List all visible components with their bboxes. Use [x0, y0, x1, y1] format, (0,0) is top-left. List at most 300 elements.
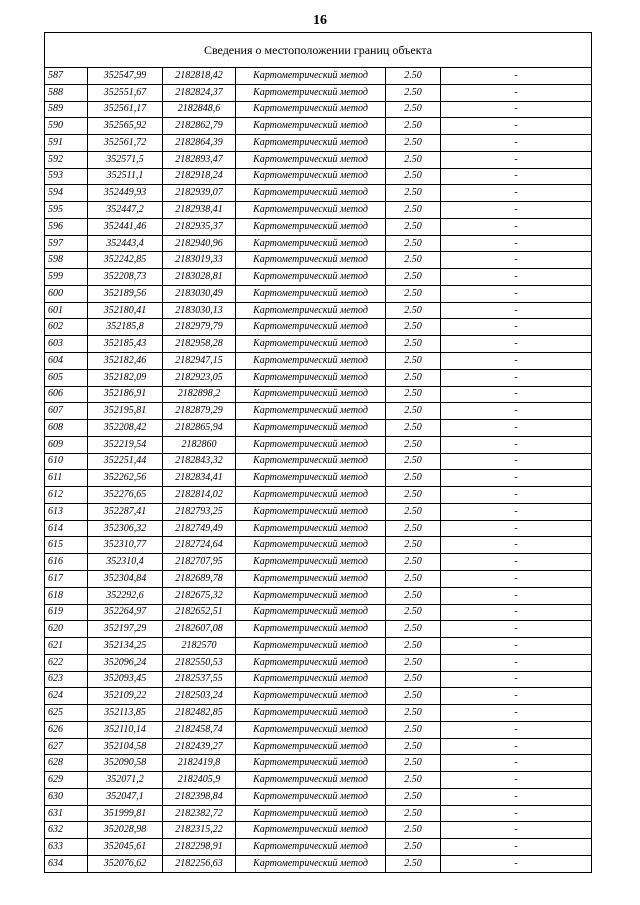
method-cell: Картометрический метод [236, 470, 386, 487]
x-coordinate-cell: 352251,44 [88, 453, 163, 470]
table-row [45, 218, 592, 235]
accuracy-cell: 2.50 [386, 218, 441, 235]
accuracy-cell: 2.50 [386, 855, 441, 872]
accuracy-cell: 2.50 [386, 235, 441, 252]
method-cell: Картометрический метод [236, 118, 386, 135]
y-coordinate-cell: 2182724,64 [163, 537, 236, 554]
y-coordinate-cell: 2182864,39 [163, 135, 236, 152]
x-coordinate-cell: 352547,99 [88, 68, 163, 85]
x-coordinate-cell: 352551,67 [88, 84, 163, 101]
accuracy-cell: 2.50 [386, 269, 441, 286]
accuracy-cell: 2.50 [386, 68, 441, 85]
y-coordinate-cell: 2182979,79 [163, 319, 236, 336]
description-cell: - [441, 604, 592, 621]
table-row [45, 151, 592, 168]
point-number-cell: 622 [45, 654, 88, 671]
x-coordinate-cell: 352447,2 [88, 202, 163, 219]
point-number-cell: 619 [45, 604, 88, 621]
description-cell: - [441, 855, 592, 872]
method-cell: Картометрический метод [236, 738, 386, 755]
x-coordinate-cell: 352113,85 [88, 705, 163, 722]
accuracy-cell: 2.50 [386, 151, 441, 168]
x-coordinate-cell: 352310,77 [88, 537, 163, 554]
description-cell: - [441, 570, 592, 587]
table-row [45, 403, 592, 420]
table-row [45, 788, 592, 805]
point-number-cell: 599 [45, 269, 88, 286]
point-number-cell: 618 [45, 587, 88, 604]
table-row [45, 369, 592, 386]
y-coordinate-cell: 2182947,15 [163, 353, 236, 370]
y-coordinate-cell: 2182923,05 [163, 369, 236, 386]
accuracy-cell: 2.50 [386, 185, 441, 202]
description-cell: - [441, 68, 592, 85]
point-number-cell: 613 [45, 503, 88, 520]
description-cell: - [441, 185, 592, 202]
description-cell: - [441, 252, 592, 269]
y-coordinate-cell: 2182749,49 [163, 520, 236, 537]
accuracy-cell: 2.50 [386, 252, 441, 269]
x-coordinate-cell: 352182,09 [88, 369, 163, 386]
method-cell: Картометрический метод [236, 503, 386, 520]
method-cell: Картометрический метод [236, 855, 386, 872]
x-coordinate-cell: 352134,25 [88, 638, 163, 655]
description-cell: - [441, 470, 592, 487]
x-coordinate-cell: 352186,91 [88, 386, 163, 403]
y-coordinate-cell: 2182834,41 [163, 470, 236, 487]
table-row [45, 537, 592, 554]
description-cell: - [441, 168, 592, 185]
description-cell: - [441, 386, 592, 403]
accuracy-cell: 2.50 [386, 772, 441, 789]
y-coordinate-cell: 2182675,32 [163, 587, 236, 604]
point-number-cell: 611 [45, 470, 88, 487]
accuracy-cell: 2.50 [386, 587, 441, 604]
point-number-cell: 624 [45, 688, 88, 705]
method-cell: Картометрический метод [236, 755, 386, 772]
method-cell: Картометрический метод [236, 688, 386, 705]
y-coordinate-cell: 2182439,27 [163, 738, 236, 755]
accuracy-cell: 2.50 [386, 738, 441, 755]
method-cell: Картометрический метод [236, 604, 386, 621]
method-cell: Картометрический метод [236, 369, 386, 386]
y-coordinate-cell: 2182958,28 [163, 336, 236, 353]
point-number-cell: 627 [45, 738, 88, 755]
x-coordinate-cell: 352104,58 [88, 738, 163, 755]
table-row [45, 453, 592, 470]
point-number-cell: 593 [45, 168, 88, 185]
accuracy-cell: 2.50 [386, 638, 441, 655]
description-cell: - [441, 520, 592, 537]
point-number-cell: 592 [45, 151, 88, 168]
description-cell: - [441, 671, 592, 688]
accuracy-cell: 2.50 [386, 369, 441, 386]
table-row [45, 638, 592, 655]
accuracy-cell: 2.50 [386, 202, 441, 219]
description-cell: - [441, 772, 592, 789]
point-number-cell: 589 [45, 101, 88, 118]
table-row [45, 470, 592, 487]
x-coordinate-cell: 352304,84 [88, 570, 163, 587]
y-coordinate-cell: 2182940,96 [163, 235, 236, 252]
accuracy-cell: 2.50 [386, 721, 441, 738]
description-cell: - [441, 721, 592, 738]
accuracy-cell: 2.50 [386, 168, 441, 185]
y-coordinate-cell: 2182848,6 [163, 101, 236, 118]
table-row [45, 738, 592, 755]
y-coordinate-cell: 2182939,07 [163, 185, 236, 202]
table-row [45, 554, 592, 571]
description-cell: - [441, 353, 592, 370]
description-cell: - [441, 285, 592, 302]
x-coordinate-cell: 352565,92 [88, 118, 163, 135]
method-cell: Картометрический метод [236, 336, 386, 353]
accuracy-cell: 2.50 [386, 570, 441, 587]
point-number-cell: 617 [45, 570, 88, 587]
point-number-cell: 601 [45, 302, 88, 319]
point-number-cell: 595 [45, 202, 88, 219]
y-coordinate-cell: 2182793,25 [163, 503, 236, 520]
page-number: 16 [313, 13, 327, 28]
x-coordinate-cell: 352208,73 [88, 269, 163, 286]
description-cell: - [441, 101, 592, 118]
x-coordinate-cell: 352264,97 [88, 604, 163, 621]
method-cell: Картометрический метод [236, 202, 386, 219]
point-number-cell: 621 [45, 638, 88, 655]
description-cell: - [441, 554, 592, 571]
x-coordinate-cell: 352219,54 [88, 436, 163, 453]
point-number-cell: 631 [45, 805, 88, 822]
table-row [45, 420, 592, 437]
accuracy-cell: 2.50 [386, 487, 441, 504]
accuracy-cell: 2.50 [386, 386, 441, 403]
point-number-cell: 625 [45, 705, 88, 722]
table-row [45, 755, 592, 772]
description-cell: - [441, 638, 592, 655]
y-coordinate-cell: 2182570 [163, 638, 236, 655]
description-cell: - [441, 420, 592, 437]
x-coordinate-cell: 352208,42 [88, 420, 163, 437]
point-number-cell: 608 [45, 420, 88, 437]
x-coordinate-cell: 352189,56 [88, 285, 163, 302]
description-cell: - [441, 738, 592, 755]
method-cell: Картометрический метод [236, 520, 386, 537]
point-number-cell: 628 [45, 755, 88, 772]
description-cell: - [441, 151, 592, 168]
table-row [45, 84, 592, 101]
x-coordinate-cell: 352306,32 [88, 520, 163, 537]
y-coordinate-cell: 2182707,95 [163, 554, 236, 571]
table-row [45, 101, 592, 118]
y-coordinate-cell: 2182879,29 [163, 403, 236, 420]
point-number-cell: 587 [45, 68, 88, 85]
point-number-cell: 604 [45, 353, 88, 370]
accuracy-cell: 2.50 [386, 537, 441, 554]
table-row [45, 252, 592, 269]
y-coordinate-cell: 2183019,33 [163, 252, 236, 269]
description-cell: - [441, 269, 592, 286]
x-coordinate-cell: 352093,45 [88, 671, 163, 688]
x-coordinate-cell: 352195,81 [88, 403, 163, 420]
method-cell: Картометрический метод [236, 68, 386, 85]
x-coordinate-cell: 352571,5 [88, 151, 163, 168]
accuracy-cell: 2.50 [386, 671, 441, 688]
table-row [45, 855, 592, 872]
description-cell: - [441, 621, 592, 638]
description-cell: - [441, 403, 592, 420]
table-row [45, 202, 592, 219]
y-coordinate-cell: 2182550,53 [163, 654, 236, 671]
table-row [45, 235, 592, 252]
y-coordinate-cell: 2182458,74 [163, 721, 236, 738]
table-row [45, 118, 592, 135]
y-coordinate-cell: 2182938,41 [163, 202, 236, 219]
accuracy-cell: 2.50 [386, 839, 441, 856]
y-coordinate-cell: 2182862,79 [163, 118, 236, 135]
accuracy-cell: 2.50 [386, 420, 441, 437]
y-coordinate-cell: 2182918,24 [163, 168, 236, 185]
x-coordinate-cell: 352276,65 [88, 487, 163, 504]
x-coordinate-cell: 352047,1 [88, 788, 163, 805]
point-number-cell: 609 [45, 436, 88, 453]
x-coordinate-cell: 352449,93 [88, 185, 163, 202]
table-row [45, 839, 592, 856]
x-coordinate-cell: 352242,85 [88, 252, 163, 269]
y-coordinate-cell: 2182315,22 [163, 822, 236, 839]
method-cell: Картометрический метод [236, 420, 386, 437]
x-coordinate-cell: 352090,58 [88, 755, 163, 772]
description-cell: - [441, 135, 592, 152]
table-row [45, 503, 592, 520]
table-row [45, 353, 592, 370]
accuracy-cell: 2.50 [386, 470, 441, 487]
description-cell: - [441, 805, 592, 822]
method-cell: Картометрический метод [236, 453, 386, 470]
point-number-cell: 591 [45, 135, 88, 152]
point-number-cell: 597 [45, 235, 88, 252]
method-cell: Картометрический метод [236, 805, 386, 822]
table-row [45, 721, 592, 738]
table-row [45, 135, 592, 152]
accuracy-cell: 2.50 [386, 319, 441, 336]
method-cell: Картометрический метод [236, 135, 386, 152]
table-title: Сведения о местоположении границ объекта [45, 33, 592, 68]
y-coordinate-cell: 2182503,24 [163, 688, 236, 705]
method-cell: Картометрический метод [236, 101, 386, 118]
description-cell: - [441, 235, 592, 252]
accuracy-cell: 2.50 [386, 436, 441, 453]
table-row [45, 688, 592, 705]
description-cell: - [441, 688, 592, 705]
x-coordinate-cell: 352096,24 [88, 654, 163, 671]
description-cell: - [441, 319, 592, 336]
accuracy-cell: 2.50 [386, 336, 441, 353]
x-coordinate-cell: 352561,17 [88, 101, 163, 118]
method-cell: Картометрический метод [236, 721, 386, 738]
accuracy-cell: 2.50 [386, 621, 441, 638]
method-cell: Картометрический метод [236, 218, 386, 235]
y-coordinate-cell: 2182382,72 [163, 805, 236, 822]
table-row [45, 520, 592, 537]
x-coordinate-cell: 352292,6 [88, 587, 163, 604]
accuracy-cell: 2.50 [386, 520, 441, 537]
x-coordinate-cell: 352076,62 [88, 855, 163, 872]
method-cell: Картометрический метод [236, 788, 386, 805]
table-row [45, 587, 592, 604]
point-number-cell: 607 [45, 403, 88, 420]
description-cell: - [441, 654, 592, 671]
description-cell: - [441, 487, 592, 504]
point-number-cell: 630 [45, 788, 88, 805]
method-cell: Картометрический метод [236, 302, 386, 319]
x-coordinate-cell: 352197,29 [88, 621, 163, 638]
y-coordinate-cell: 2183030,13 [163, 302, 236, 319]
accuracy-cell: 2.50 [386, 285, 441, 302]
table-row [45, 68, 592, 85]
y-coordinate-cell: 2182419,8 [163, 755, 236, 772]
method-cell: Картометрический метод [236, 269, 386, 286]
accuracy-cell: 2.50 [386, 604, 441, 621]
method-cell: Картометрический метод [236, 436, 386, 453]
accuracy-cell: 2.50 [386, 453, 441, 470]
table-row [45, 604, 592, 621]
accuracy-cell: 2.50 [386, 688, 441, 705]
point-number-cell: 626 [45, 721, 88, 738]
accuracy-cell: 2.50 [386, 755, 441, 772]
description-cell: - [441, 587, 592, 604]
accuracy-cell: 2.50 [386, 302, 441, 319]
table-row [45, 436, 592, 453]
accuracy-cell: 2.50 [386, 503, 441, 520]
point-number-cell: 629 [45, 772, 88, 789]
y-coordinate-cell: 2182814,02 [163, 487, 236, 504]
y-coordinate-cell: 2182537,55 [163, 671, 236, 688]
point-number-cell: 606 [45, 386, 88, 403]
x-coordinate-cell: 352110,14 [88, 721, 163, 738]
accuracy-cell: 2.50 [386, 118, 441, 135]
table-row [45, 621, 592, 638]
table-row [45, 654, 592, 671]
description-cell: - [441, 839, 592, 856]
table-row [45, 185, 592, 202]
x-coordinate-cell: 352441,46 [88, 218, 163, 235]
description-cell: - [441, 503, 592, 520]
accuracy-cell: 2.50 [386, 84, 441, 101]
table-row [45, 705, 592, 722]
description-cell: - [441, 369, 592, 386]
point-number-cell: 620 [45, 621, 88, 638]
y-coordinate-cell: 2182652,51 [163, 604, 236, 621]
point-number-cell: 612 [45, 487, 88, 504]
description-cell: - [441, 118, 592, 135]
method-cell: Картометрический метод [236, 554, 386, 571]
y-coordinate-cell: 2183030,49 [163, 285, 236, 302]
y-coordinate-cell: 2182818,42 [163, 68, 236, 85]
description-cell: - [441, 822, 592, 839]
method-cell: Картометрический метод [236, 487, 386, 504]
accuracy-cell: 2.50 [386, 403, 441, 420]
accuracy-cell: 2.50 [386, 788, 441, 805]
point-number-cell: 596 [45, 218, 88, 235]
method-cell: Картометрический метод [236, 705, 386, 722]
table-row [45, 336, 592, 353]
description-cell: - [441, 336, 592, 353]
description-cell: - [441, 755, 592, 772]
point-number-cell: 615 [45, 537, 88, 554]
table-row [45, 487, 592, 504]
accuracy-cell: 2.50 [386, 822, 441, 839]
table-row [45, 285, 592, 302]
description-cell: - [441, 453, 592, 470]
table-row [45, 302, 592, 319]
point-number-cell: 590 [45, 118, 88, 135]
point-number-cell: 616 [45, 554, 88, 571]
method-cell: Картометрический метод [236, 537, 386, 554]
y-coordinate-cell: 2182482,85 [163, 705, 236, 722]
table-row [45, 319, 592, 336]
x-coordinate-cell: 352443,4 [88, 235, 163, 252]
point-number-cell: 623 [45, 671, 88, 688]
description-cell: - [441, 436, 592, 453]
method-cell: Картометрический метод [236, 235, 386, 252]
point-number-cell: 633 [45, 839, 88, 856]
accuracy-cell: 2.50 [386, 705, 441, 722]
point-number-cell: 634 [45, 855, 88, 872]
method-cell: Картометрический метод [236, 621, 386, 638]
point-number-cell: 603 [45, 336, 88, 353]
x-coordinate-cell: 352287,41 [88, 503, 163, 520]
y-coordinate-cell: 2182398,84 [163, 788, 236, 805]
method-cell: Картометрический метод [236, 671, 386, 688]
y-coordinate-cell: 2182898,2 [163, 386, 236, 403]
y-coordinate-cell: 2182405,9 [163, 772, 236, 789]
x-coordinate-cell: 352028,98 [88, 822, 163, 839]
y-coordinate-cell: 2182607,08 [163, 621, 236, 638]
accuracy-cell: 2.50 [386, 654, 441, 671]
point-number-cell: 602 [45, 319, 88, 336]
accuracy-cell: 2.50 [386, 554, 441, 571]
point-number-cell: 614 [45, 520, 88, 537]
table-row [45, 168, 592, 185]
method-cell: Картометрический метод [236, 285, 386, 302]
x-coordinate-cell: 352071,2 [88, 772, 163, 789]
table-row [45, 822, 592, 839]
accuracy-cell: 2.50 [386, 135, 441, 152]
method-cell: Картометрический метод [236, 570, 386, 587]
description-cell: - [441, 302, 592, 319]
x-coordinate-cell: 352185,8 [88, 319, 163, 336]
description-cell: - [441, 537, 592, 554]
y-coordinate-cell: 2182298,91 [163, 839, 236, 856]
table-header-row [45, 33, 592, 68]
method-cell: Картометрический метод [236, 386, 386, 403]
description-cell: - [441, 788, 592, 805]
y-coordinate-cell: 2182860 [163, 436, 236, 453]
method-cell: Картометрический метод [236, 319, 386, 336]
method-cell: Картометрический метод [236, 587, 386, 604]
table-row [45, 269, 592, 286]
table-row [45, 772, 592, 789]
table-row [45, 570, 592, 587]
x-coordinate-cell: 352185,43 [88, 336, 163, 353]
method-cell: Картометрический метод [236, 353, 386, 370]
y-coordinate-cell: 2182256,63 [163, 855, 236, 872]
y-coordinate-cell: 2182824,37 [163, 84, 236, 101]
description-cell: - [441, 705, 592, 722]
point-number-cell: 605 [45, 369, 88, 386]
method-cell: Картометрический метод [236, 654, 386, 671]
point-number-cell: 600 [45, 285, 88, 302]
